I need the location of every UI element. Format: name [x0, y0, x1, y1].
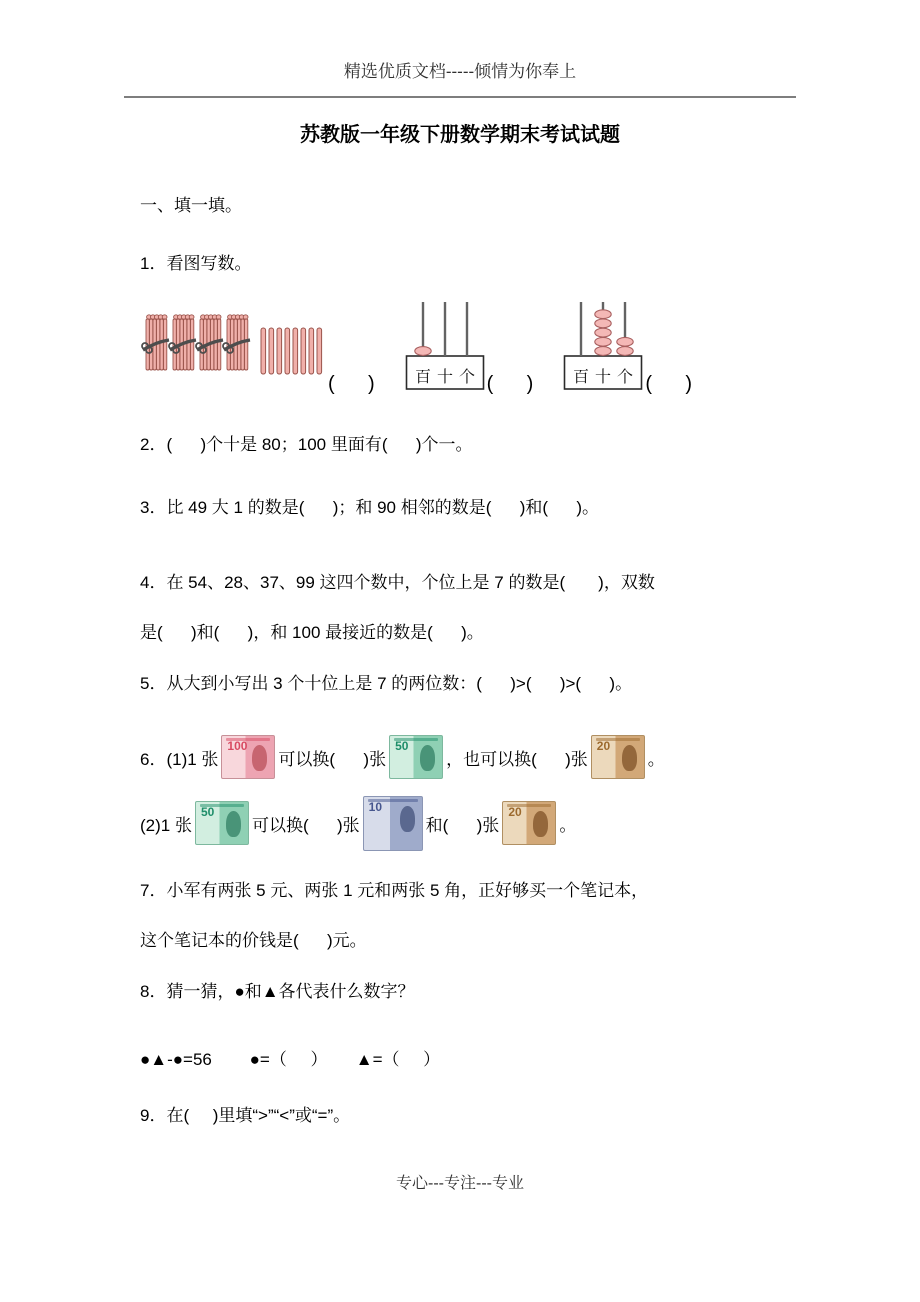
- question-text: (2)1 张: [140, 815, 192, 835]
- question-8-symbols: ●▲-●=56 ●=（ ） ▲=（ ）: [140, 1050, 441, 1069]
- question-text: 可以换( )张: [278, 749, 387, 769]
- banknote-value: 20: [596, 739, 611, 753]
- question-1-label: 1．看图写数。: [140, 254, 252, 273]
- svg-text:十: 十: [595, 369, 612, 386]
- svg-text:百: 百: [573, 369, 590, 386]
- banknote-portrait: [400, 806, 415, 832]
- banknote-portrait: [420, 745, 435, 771]
- question-text: 6．(1)1 张: [140, 749, 219, 769]
- abacus-2-wrap: [563, 298, 643, 398]
- page-header: 精选优质文档-----倾情为你奉上: [343, 62, 577, 81]
- document-title: 苏教版一年级下册数学期末考试试题: [300, 124, 620, 146]
- counting-sticks-image: [140, 302, 326, 398]
- question-text: 。: [559, 815, 577, 835]
- answer-blank-parens: ( ): [486, 373, 534, 395]
- answer-blank-parens: ( ): [645, 373, 693, 395]
- question-text: ，也可以换( )张: [446, 749, 588, 769]
- abacus-1-wrap: [405, 298, 485, 398]
- question-7-line-2: 这个笔记本的价钱是( )元。: [140, 931, 367, 950]
- question-4-line-1: 4．在 54、28、37、99 这四个数中，个位上是 7 的数是( )，双数: [140, 573, 655, 592]
- question-5: 5．从大到小写出 3 个十位上是 7 的两位数：( )>( )>( )。: [140, 674, 633, 693]
- banknote-10-image: [363, 796, 423, 851]
- banknote-value: 100: [227, 739, 248, 753]
- question-text: 。: [647, 749, 665, 769]
- banknote-portrait: [252, 745, 267, 771]
- svg-text:个: 个: [458, 369, 475, 386]
- question-7: [140, 866, 780, 966]
- question-2: 2．( )个十是 80；100 里面有( )个一。: [140, 435, 473, 454]
- banknote-value: 10: [368, 799, 382, 814]
- answer-blank-parens: ( ): [328, 373, 375, 395]
- banknote-20-image: [591, 735, 645, 779]
- question-8-label: 8．猜一猜，●和▲各代表什么数字？: [140, 982, 415, 1001]
- abacus-1-image: [405, 298, 485, 393]
- header-divider-line: [124, 96, 796, 98]
- svg-text:个: 个: [617, 369, 634, 386]
- question-7-line-1: 7．小军有两张 5 元、两张 1 元和两张 5 角，正好够买一个笔记本，: [140, 881, 649, 900]
- banknote-100-image: [221, 735, 275, 779]
- banknote-value: 20: [508, 805, 522, 819]
- question-text: 可以换( )张: [251, 815, 360, 835]
- banknote-portrait: [622, 745, 637, 771]
- banknote-value: 50: [395, 739, 409, 753]
- question-4-line-2: 是( )和( )，和 100 最接近的数是( )。: [140, 623, 484, 642]
- banknote-portrait: [533, 811, 548, 837]
- svg-text:百: 百: [414, 369, 431, 386]
- question-6-line-2: [140, 790, 780, 856]
- banknote-value: 50: [200, 805, 215, 819]
- page-footer: 专心---专注---专业: [396, 1175, 524, 1192]
- question-4: [140, 558, 780, 658]
- banknote-portrait: [226, 811, 241, 837]
- svg-text:十: 十: [436, 369, 453, 386]
- banknote-50-image: [389, 735, 443, 779]
- section-1-heading: 一、填一填。: [140, 196, 242, 215]
- question-9: 9．在( )里填“>”“<”或“=”。: [140, 1106, 351, 1125]
- question-6-line-1: [140, 724, 780, 790]
- question-1-figure: [140, 302, 780, 398]
- question-3: 3．比 49 大 1 的数是( )；和 90 相邻的数是( )和( )。: [140, 498, 600, 517]
- banknote-20-image: [502, 801, 556, 845]
- abacus-2-image: [563, 298, 643, 393]
- banknote-50-image: [195, 801, 249, 845]
- question-text: 和( )张: [425, 815, 500, 835]
